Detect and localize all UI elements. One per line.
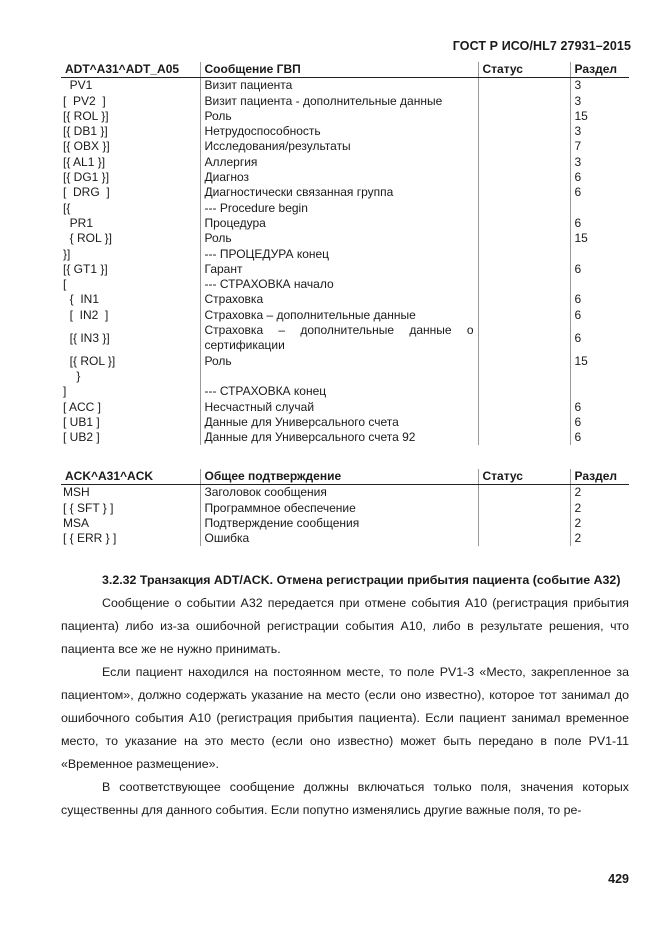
section-cell: 6 [570,415,629,430]
segment-cell: [ { SFT } ] [63,500,114,515]
segment-cell: [{ DB1 }] [63,124,108,139]
column-header-section: Раздел [570,62,629,78]
section-cell: 3 [570,78,629,94]
description-cell: Исследования/результаты [200,139,478,154]
segment-cell: [{ IN3 }] [63,330,110,345]
status-cell [478,185,570,200]
description-cell: Визит пациента - дополнительные данные [200,94,478,109]
table-row [61,139,629,154]
table-row [61,124,629,139]
segment-cell: [{ GT1 }] [63,261,108,276]
status-cell [478,292,570,307]
section-cell: 6 [570,323,629,354]
description-cell: Визит пациента [200,78,478,94]
section-cell: 6 [570,185,629,200]
table-row [61,262,629,277]
table-row [61,430,629,445]
status-cell [478,485,570,501]
table-body [61,78,629,446]
description-cell: Нетрудоспособность [200,124,478,139]
segment-cell: MSA [63,515,90,530]
section-cell: 6 [570,262,629,277]
section-cell: 2 [570,531,629,546]
table-row [61,231,629,246]
segment-cell: [{ [63,200,71,215]
status-cell [478,369,570,384]
description-cell: Аллергия [200,155,478,170]
paragraph: Если пациент находился на постоянном месте, то поле PV1-3 «Место, закрепленное за пациентом», должно содержать указание на место (если оно известно), которое тот занимал до ошибочного события A10 (регистрация прибытия пациента). Если пациент занимал временное место, то указание на это место (если оно известно) может быть передано в поле PV1-11 «Временное размещение». [61,665,629,771]
table-header-row [61,62,629,78]
section-cell [570,247,629,262]
description-cell: Ошибка [200,531,478,546]
table-row [61,201,629,216]
section-cell: 3 [570,94,629,109]
status-cell [478,354,570,369]
section-cell [570,277,629,292]
segment-cell: [ ACC ] [63,399,102,414]
description-cell: Процедура [200,216,478,231]
segment-cell: { ROL }] [63,231,112,246]
table-row [61,94,629,109]
status-cell [478,262,570,277]
status-cell [478,384,570,399]
description-cell: Роль [200,231,478,246]
table-row [61,354,629,369]
section-cell: 6 [570,170,629,185]
description-cell: --- Procedure begin [200,201,478,216]
description-cell: Данные для Универсального счета [200,415,478,430]
status-cell [478,109,570,124]
description-cell: Страховка [200,292,478,307]
table-row [61,400,629,415]
description-cell [200,369,478,384]
description-cell: Данные для Универсального счета 92 [200,430,478,445]
table-body [61,485,629,547]
segment-cell: PV1 [63,78,93,93]
section-cell: 2 [570,485,629,501]
table-row [61,78,629,94]
column-header-segment: ADT^A31^ADT_A05 [61,62,200,78]
table-row [61,277,629,292]
column-header-status: Статус [478,469,570,485]
page-number: 429 [608,872,629,886]
status-cell [478,201,570,216]
segment-cell: }] [63,246,71,261]
status-cell [478,277,570,292]
description-cell: Программное обеспечение [200,501,478,516]
segment-cell: [{ ROL }] [63,108,109,123]
paragraph: В соответствующее сообщение должны включаться только поля, значения которых существенны для данного события. Если попутно изменялись другие важные поля, то ре- [61,780,629,817]
status-cell [478,516,570,531]
section-cell: 2 [570,501,629,516]
section-cell: 2 [570,516,629,531]
ack-a31-message-table [61,469,629,546]
status-cell [478,155,570,170]
section-cell: 6 [570,400,629,415]
table-row [61,485,629,501]
column-header-segment: ACK^A31^ACK [61,469,200,485]
status-cell [478,139,570,154]
column-header-message: Общее подтверждение [200,469,478,485]
segment-cell: [ [63,277,67,292]
status-cell [478,323,570,354]
table-row [61,308,629,323]
section-cell: 15 [570,109,629,124]
status-cell [478,94,570,109]
status-cell [478,430,570,445]
table-row [61,384,629,399]
segment-cell: [ UB1 ] [63,414,100,429]
status-cell [478,400,570,415]
column-header-status: Статус [478,62,570,78]
description-cell: Диагноз [200,170,478,185]
description-cell: Роль [200,354,478,369]
table-row [61,216,629,231]
description-cell: Несчастный случай [200,400,478,415]
table-row [61,155,629,170]
description-cell: Заголовок сообщения [200,485,478,501]
table-row [61,247,629,262]
status-cell [478,501,570,516]
description-cell: --- СТРАХОВКА начало [200,277,478,292]
section-cell: 15 [570,354,629,369]
table-row [61,323,629,354]
status-cell [478,231,570,246]
description-cell: --- СТРАХОВКА конец [200,384,478,399]
section-cell: 7 [570,139,629,154]
segment-cell: [ UB2 ] [63,430,100,445]
description-cell: Диагностически связанная группа [200,185,478,200]
section-heading: 3.2.32 Транзакция ADT/ACK. Отмена регистрации прибытия пациента (событие A32) [102,573,621,587]
status-cell [478,308,570,323]
segment-cell: [ DRG ] [63,185,110,200]
table-row [61,109,629,124]
section-cell: 3 [570,155,629,170]
segment-cell: [ PV2 ] [63,93,106,108]
description-cell: Гарант [200,262,478,277]
column-header-section: Раздел [570,469,629,485]
table-row [61,516,629,531]
table-row [61,292,629,307]
segment-cell: PR1 [63,215,94,230]
segment-cell: { IN1 [63,292,100,307]
section-cell: 6 [570,308,629,323]
table-row [61,369,629,384]
column-header-message: Сообщение ГВП [200,62,478,78]
description-cell: Страховка – дополнительные данные о сертификации [200,323,478,354]
section-cell: 6 [570,216,629,231]
paragraph: Сообщение о событии A32 передается при отмене события A10 (регистрация прибытия пациента) либо из-за ошибочной регистрации события A10, либо в результате решения, что пациента все же не нужно принимать. [61,596,629,656]
segment-cell: [{ OBX }] [63,139,110,154]
section-cell: 15 [570,231,629,246]
table-header-row [61,469,629,485]
section-cell [570,201,629,216]
adt-a31-message-table [61,62,629,445]
description-cell: Страховка – дополнительные данные [200,308,478,323]
description-cell: --- ПРОЦЕДУРА конец [200,247,478,262]
description-cell: Подтверждение сообщения [200,516,478,531]
segment-cell: [{ AL1 }] [63,154,106,169]
status-cell [478,216,570,231]
table-row [61,170,629,185]
segment-cell: [ { ERR } ] [63,531,117,546]
table-row [61,415,629,430]
table-row [61,531,629,546]
status-cell [478,531,570,546]
section-cell [570,369,629,384]
document-header: ГОСТ Р ИСО/HL7 27931–2015 [452,39,631,53]
segment-cell: MSH [63,485,90,500]
status-cell [478,170,570,185]
section-cell [570,384,629,399]
section-text [61,569,629,822]
status-cell [478,78,570,94]
segment-cell: } [63,368,81,383]
description-cell: Роль [200,109,478,124]
section-cell: 6 [570,430,629,445]
segment-cell: [{ ROL }] [63,353,116,368]
segment-cell: [ IN2 ] [63,307,109,322]
status-cell [478,415,570,430]
segment-cell: ] [63,384,67,399]
status-cell [478,247,570,262]
table-row [61,501,629,516]
table-row [61,185,629,200]
section-cell: 3 [570,124,629,139]
segment-cell: [{ DG1 }] [63,170,110,185]
section-cell: 6 [570,292,629,307]
status-cell [478,124,570,139]
